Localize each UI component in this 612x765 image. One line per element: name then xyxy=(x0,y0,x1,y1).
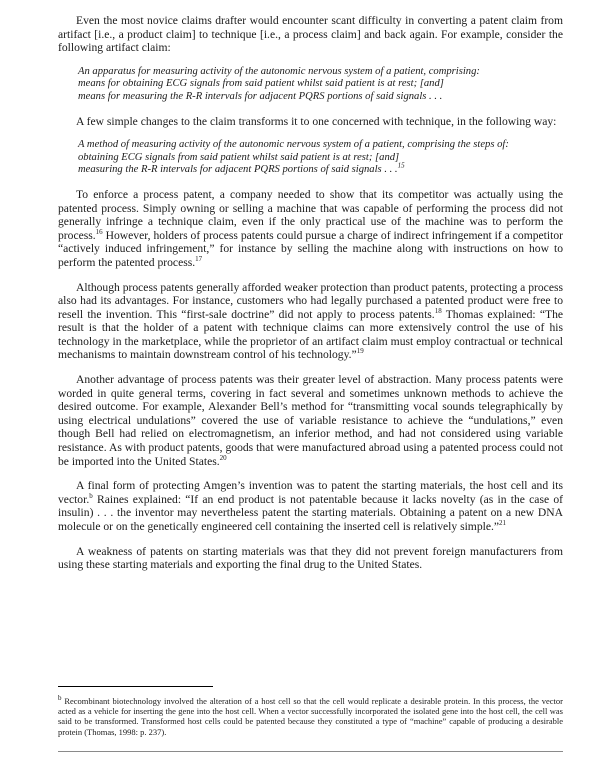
paragraph-weakness: A weakness of patents on starting materials was that they did not prevent foreign manufacturers from using these starting materials and exporting the final drug to the United States. xyxy=(58,544,563,572)
paragraph-starting-materials xyxy=(58,479,563,533)
page-bottom-divider xyxy=(58,751,563,752)
footnote-text: Recombinant biotechnology involved the alteration of a host cell so that the cell would replicate a desirable protein. In this process, the vector acted as a vehicle for inserting the gene into the host cell. When a vector successfully incorporated the isolated gene into the host cell, the cell was said to be transformed. Transformed host cells could be patented because they constituted a type of “machine” capable of producing a desirable protein (Thomas, 1998: p. 237). xyxy=(58,696,564,737)
technique-claim-quote xyxy=(58,139,563,177)
footnote xyxy=(58,696,563,737)
paragraph-intro: Even the most novice claims drafter would encounter scant difficulty in converting a patent claim from artifact [i.e., a product claim] to technique [i.e., a process claim] and back again. For example, consider the following artifact claim: xyxy=(58,14,563,55)
citation-ref: 16 xyxy=(95,227,103,236)
paragraph-text: Thomas explained: “The result is that the holder of a patent with technique claims can more extensively control the use of his technology in the marketplace, while the proprietor of an artifact claim must employ contractual or technical mechanisms to maintain downstream control of his technology.” xyxy=(58,307,564,362)
footnote-ref[interactable]: b xyxy=(89,491,93,500)
page-body xyxy=(58,14,563,583)
paragraph-text: Raines explained: “If an end product is not patentable because it lacks novelty (as in the case of insulin) . . . the inventor may nevertheless patent the starting materials. Obtaining a patent on a new DNA molecule or on the genetically engineered cell containing the inserted cell is relatively simple.” xyxy=(58,492,563,533)
paragraph-text: However, holders of process patents could pursue a charge of indirect infringement if a competitor “actively induced infringement,” for instance by selling the machine along with instructions on how to perform the patented process. xyxy=(58,228,563,269)
paragraph-enforce xyxy=(58,188,563,270)
footnote-marker: b xyxy=(58,694,62,703)
citation-ref: 20 xyxy=(219,453,227,462)
citation-ref: 21 xyxy=(499,519,507,528)
quote-line: obtaining ECG signals from said patient whilst said patient is at rest; [and] xyxy=(78,151,400,163)
paragraph-advantages xyxy=(58,281,563,363)
quote-line xyxy=(78,161,547,177)
citation-ref: 19 xyxy=(356,347,364,356)
artifact-claim-quote xyxy=(58,66,563,104)
quote-line: An apparatus for measuring activity of the autonomic nervous system of a patient, comprising: xyxy=(78,65,480,77)
quote-line: means for obtaining ECG signals from said patient whilst said patient is at rest; [and] xyxy=(78,78,444,90)
paragraph-text: To enforce a process patent, a company needed to show that its competitor was actually using the patented process. Simply owning or selling a machine that was capable of performing the process did not generally infringe a technique claim, even if the only practical use of the machine was to perform the process. xyxy=(58,187,563,242)
paragraph-text: Another advantage of process patents was their greater level of abstraction. Many process patents were worded in quite general terms, covering in fact several and sometimes unknown methods to achieve the desired outcome. For example, Alexander Bell’s method for “transmitting vocal sounds telegraphically by using electrical undulations” covered the use of variable resistance to achieve the “undulations,” even though Bell had relied on electromagnetism, an inferior method, and had not considered using variable resistance. As with product patents, goods that were manufactured abroad using a patented process could not be imported into the United States. xyxy=(58,373,563,468)
citation-ref: 17 xyxy=(195,255,203,264)
paragraph-text: A final form of protecting Amgen’s invention was to patent the starting materials, the host cell and its vector. xyxy=(58,479,563,506)
citation-ref: 18 xyxy=(434,306,442,315)
quote-line-text: measuring the R-R intervals for adjacent PQRS portions of said signals . . . xyxy=(78,164,398,176)
quote-line: A method of measuring activity of the autonomic nervous system of a patient, comprising the steps of: xyxy=(78,139,509,151)
paragraph-text: Although process patents generally afforded weaker protection than product patents, protecting a process also had its advantages. For instance, customers who had legally purchased a patented product were free to resell the invention. This “first-sale doctrine” did not apply to process patents. xyxy=(58,280,563,321)
footnote-divider xyxy=(58,686,213,687)
paragraph-abstraction xyxy=(58,373,563,468)
citation-ref: 15 xyxy=(397,161,405,170)
quote-line: means for measuring the R-R intervals for adjacent PQRS portions of said signals . . . xyxy=(78,90,443,102)
paragraph-transform: A few simple changes to the claim transforms it to one concerned with technique, in the following way: xyxy=(76,114,557,128)
